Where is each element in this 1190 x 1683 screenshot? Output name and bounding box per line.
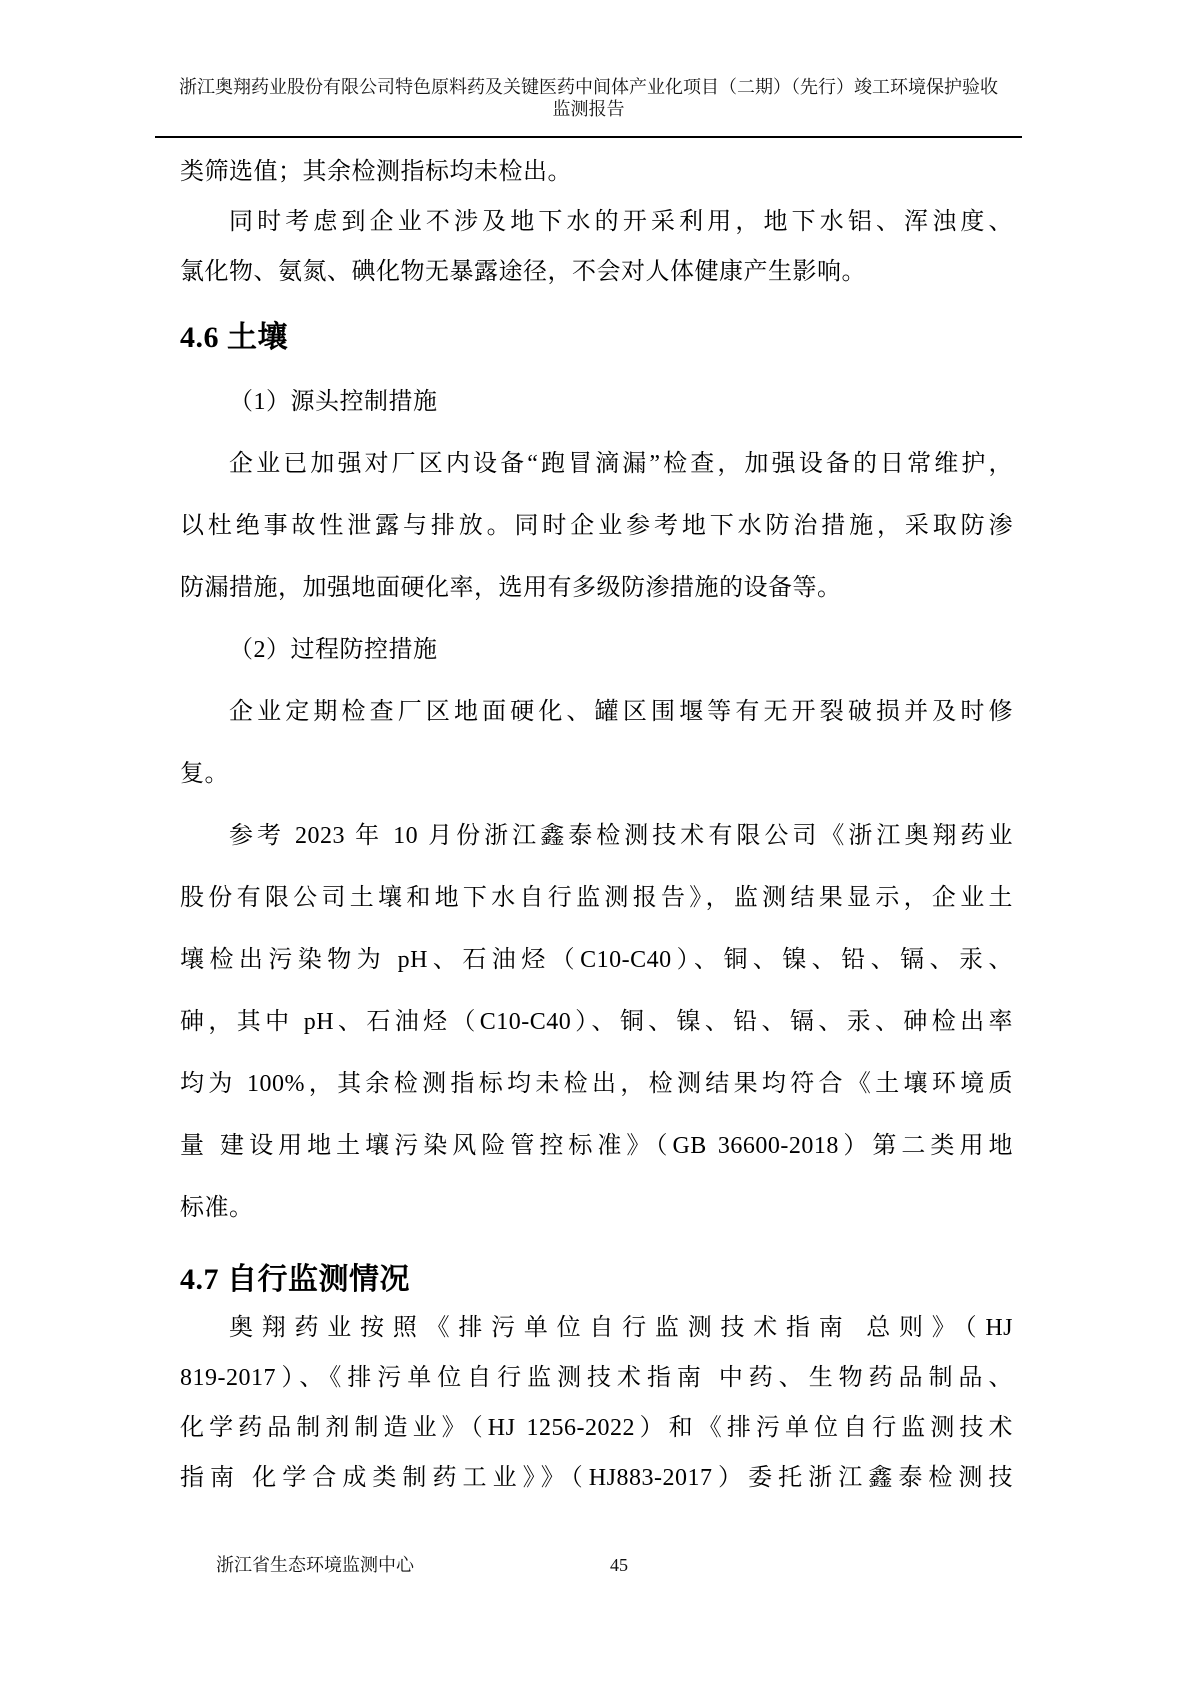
body-text-line: 奥翔药业按照《排污单位自行监测技术指南 总则》（HJ (229, 1315, 1013, 1341)
body-text-line: （1）源头控制措施 (229, 389, 438, 415)
body-text-line: 参考 2023 年 10 月份浙江鑫泰检测技术有限公司《浙江奥翔药业 (229, 823, 1013, 849)
body-text-line: （2）过程防控措施 (229, 637, 438, 663)
body-text-line: 砷，其中 pH、石油烃（C10-C40）、铜、镍、铅、镉、汞、砷检出率 (180, 1009, 1013, 1035)
body-text-line: 壤检出污染物为 pH、石油烃（C10-C40）、铜、镍、铅、镉、汞、 (180, 947, 1013, 973)
section-heading-4-6: 4.6 土壤 (180, 321, 288, 354)
footer-organization: 浙江省生态环境监测中心 (216, 1555, 414, 1575)
footer-page-number: 45 (610, 1555, 628, 1575)
body-text-line: 企业已加强对厂区内设备“跑冒滴漏”检查，加强设备的日常维护， (229, 451, 1013, 477)
document-body (180, 147, 1013, 1503)
body-text-line: 防漏措施，加强地面硬化率，选用有多级防渗措施的设备等。 (180, 575, 842, 601)
section-heading-4-7: 4.7 自行监测情况 (180, 1263, 410, 1296)
body-text-line: 均为 100%，其余检测指标均未检出，检测结果均符合《土壤环境质 (180, 1071, 1013, 1097)
page-header-line-2: 监测报告 (552, 99, 625, 119)
body-text-line: 化学药品制剂制造业》（HJ 1256-2022）和《排污单位自行监测技术 (180, 1415, 1013, 1441)
body-text-line: 同时考虑到企业不涉及地下水的开采利用，地下水铝、浑浊度、 (229, 209, 1013, 235)
page-footer (0, 1550, 1190, 1580)
page-header (155, 0, 1022, 138)
body-text-line: 类筛选值；其余检测指标均未检出。 (180, 159, 572, 185)
body-text-line: 股份有限公司土壤和地下水自行监测报告》，监测结果显示，企业土 (180, 885, 1013, 911)
body-text-line: 氯化物、氨氮、碘化物无暴露途径，不会对人体健康产生影响。 (180, 259, 866, 285)
body-text-line: 819-2017）、《排污单位自行监测技术指南 中药、生物药品制品、 (180, 1365, 1013, 1391)
body-text-line: 复。 (180, 761, 229, 787)
body-text-line: 指南 化学合成类制药工业》》（HJ883-2017）委托浙江鑫泰检测技 (180, 1465, 1013, 1491)
body-text-line: 企业定期检查厂区地面硬化、罐区围堰等有无开裂破损并及时修 (229, 699, 1013, 725)
body-text-line: 标准。 (180, 1195, 254, 1221)
body-text-line: 量 建设用地土壤污染风险管控标准》（GB 36600-2018）第二类用地 (180, 1133, 1013, 1159)
body-text-line: 以杜绝事故性泄露与排放。同时企业参考地下水防治措施，采取防渗 (180, 513, 1013, 539)
page-header-line-1: 浙江奥翔药业股份有限公司特色原料药及关键医药中间体产业化项目（二期）（先行）竣工环境保护验收 (179, 77, 998, 97)
